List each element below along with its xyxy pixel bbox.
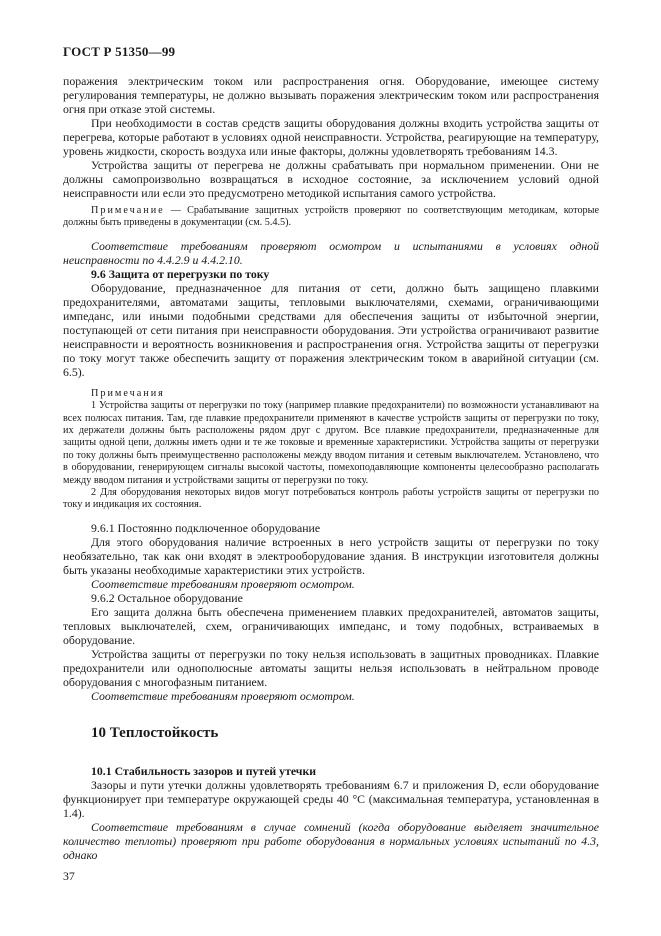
notes-label: Примечания	[91, 387, 165, 399]
page-number: 37	[63, 869, 75, 883]
note-text: — Срабатывание защитных устройств проверяют по соответствующим методикам, которые должны быть приведены в документации (см. 5.4.5).	[63, 205, 599, 229]
paragraph: При необходимости в состав средств защиты оборудования должны входить устройства защиты от перегрева, которые работают в условиях одной неисправности. Устройства, реагирующие на температуру, уровень жидкости, скорость воздуха или иные факторы, должны удовлетворять требованиям 14.3.	[63, 116, 599, 158]
compliance-text: Соответствие требованиям проверяют осмотром.	[91, 576, 355, 591]
note	[63, 205, 599, 230]
note-label: Примечание	[91, 205, 165, 216]
document-header: ГОСТ Р 51350—99	[63, 44, 176, 59]
compliance-text: Соответствие требованиям проверяют осмотром и испытаниями в условиях одной неисправности по 4.4.2.9 и 4.4.2.10.	[63, 238, 599, 267]
paragraph: Для этого оборудования наличие встроенных в него устройств защиты от перегрузки по току необязательно, так как они входят в электрооборудование здания. В инструкции изготовителя должны быть указаны необходимые характеристики этих устройств.	[63, 534, 599, 577]
compliance-text: Соответствие требованиям в случае сомнений (когда оборудование выделяет значительное количество теплоты) проверяют при работе оборудования в нормальных условиях испытаний по 4.3, однако	[63, 819, 599, 862]
section-heading: 9.6 Защита от перегрузки по току	[91, 266, 270, 281]
paragraph: Устройства защиты от перегрева не должны срабатывать при нормальном применении. Они не должны самопроизвольно возвращаться в исходное состояние, за исключением условий одной неисправности или если это предусмотрено методикой испытания самого устройства.	[63, 158, 599, 200]
chapter-heading: 10 Теплостойкость	[91, 724, 219, 741]
paragraph: поражения электрическим током или распространения огня. Оборудование, имеющее систему регулирования температуры, не должно вызывать поражения электрическим током или распространения огня при отказе этой системы.	[63, 74, 599, 116]
subsection-heading: 9.6.2 Остальное оборудование	[91, 590, 243, 605]
document-page	[63, 44, 599, 862]
note-item: 1 Устройства защиты от перегрузки по току (например плавкие предохранители) по возможности устанавливают на всех полюсах питания. Там, где плавкие предохранители применяют в качестве устройств защиты от перегрузки по току, их держатели должны быть расположены рядом друг с другом. Все плавкие предохранители, предназначенные для защиты одной цепи, должны иметь одни и те же токовые и временные характеристики. Устройства защиты от перегрузки по току должны быть преимущественно расположены между вводом питания и сетевым выключателем. Установлено, что в оборудовании, генерирующем сигналы высокой частоты, помехоподавляющие компоненты целесообразно располагать между вводом питания и устройствами защиты от перегрузки по току.	[63, 400, 599, 486]
section-heading: 10.1 Стабильность зазоров и путей утечки	[91, 763, 317, 778]
paragraph: Оборудование, предназначенное для питания от сети, должно быть защищено плавкими предохранителями, автоматами защиты, тепловыми выключателями, схемами, ограничивающими импеданс, или иными подобными средствами для обеспечения защиты от избыточной энергии, поступающей от сети питания при неисправности оборудования. Эти устройства ограничивают развитие неисправности и вероятность возникновения и распространения огня. Устройства защиты от перегрузки по току могут также обеспечить защиту от поражения электрическим током в аварийной ситуации (см. 6.5).	[63, 280, 599, 379]
paragraph: Устройства защиты от перегрузки по току нельзя использовать в защитных проводниках. Плавкие предохранители или однополюсные автоматы защиты нельзя использовать в нейтральном проводе оборудования с многофазным питанием.	[63, 646, 599, 689]
paragraph: Зазоры и пути утечки должны удовлетворять требованиям 6.7 и приложения D, если оборудование функционирует при температуре окружающей среды 40 °С (максимальная температура, установленная в 1.4).	[63, 777, 599, 820]
compliance-text: Соответствие требованиям проверяют осмотром.	[91, 688, 355, 703]
paragraph: Его защита должна быть обеспечена применением плавких предохранителей, автоматов защиты, тепловых выключателей, схем, ограничивающих импеданс, и тому подобных, встраиваемых в оборудование.	[63, 604, 599, 647]
subsection-heading: 9.6.1 Постоянно подключенное оборудование	[91, 520, 321, 535]
note-item: 2 Для оборудования некоторых видов могут потребоваться контроль работы устройств защиты от перегрузки по току и индикация их состояния.	[63, 487, 599, 511]
